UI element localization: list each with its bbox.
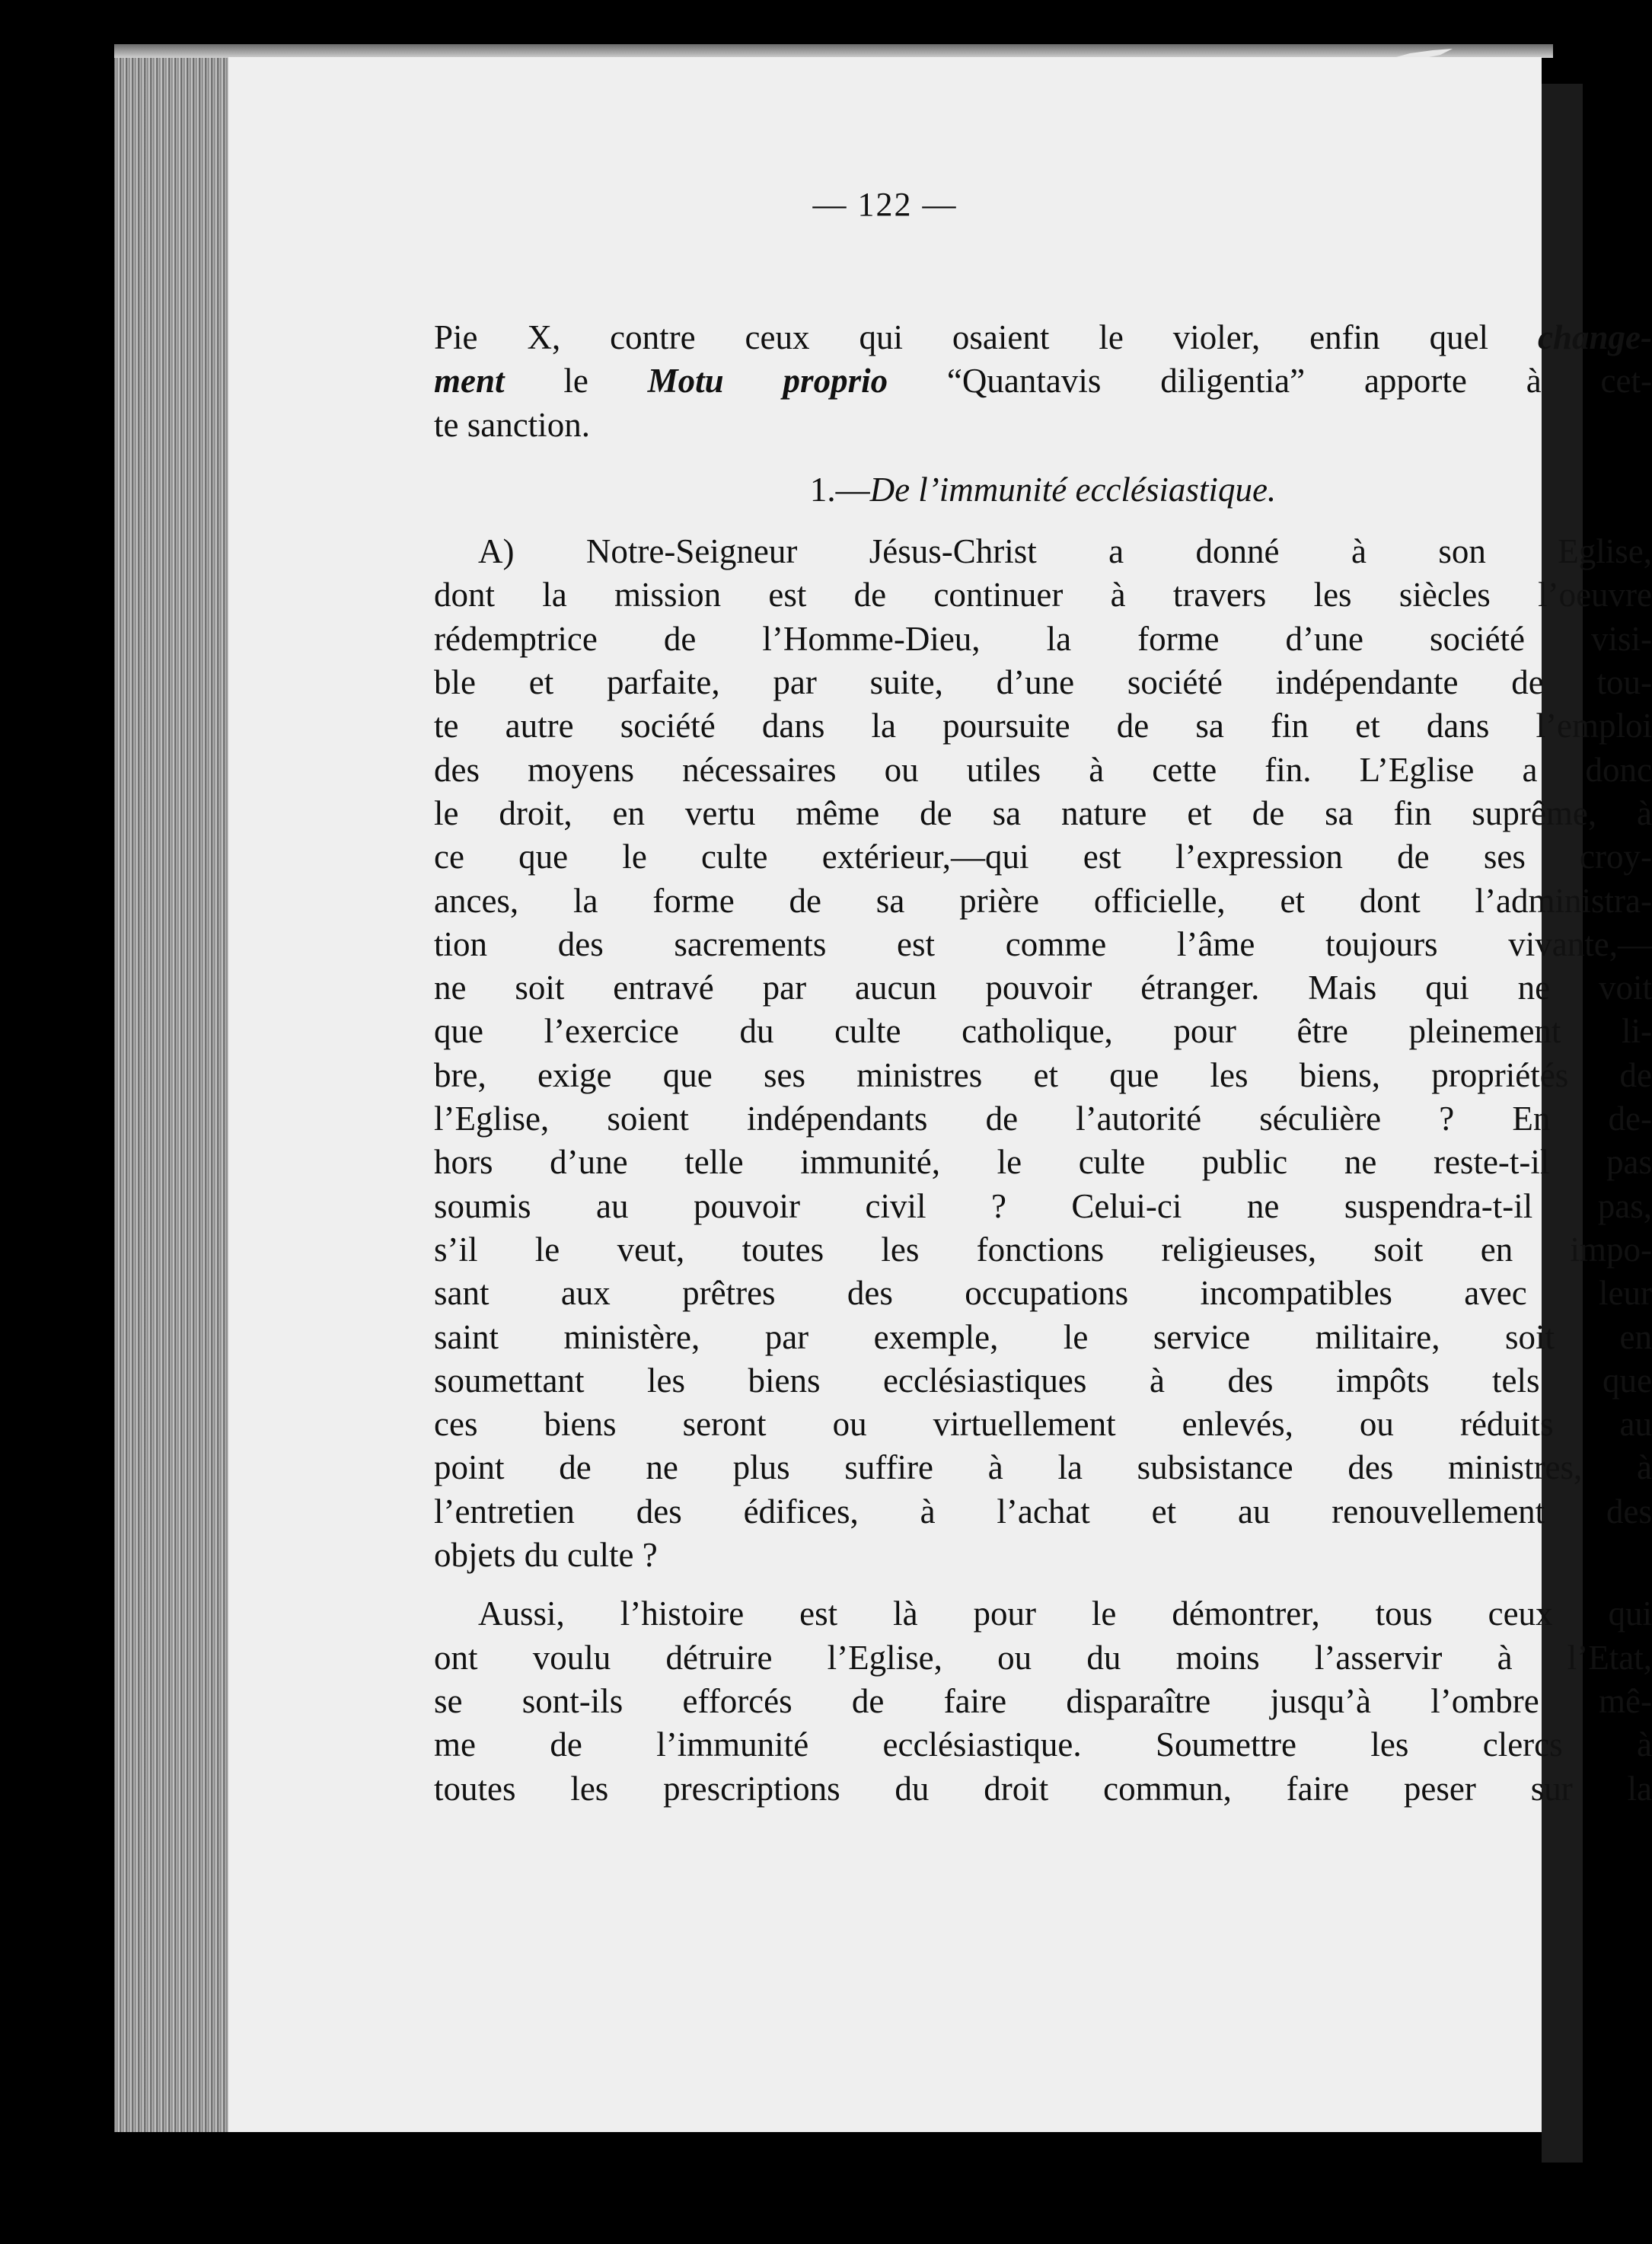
text-line: tion des sacrements est comme l’âme toujours vivante,— — [434, 924, 1652, 963]
text-line: ont voulu détruire l’Eglise, ou du moins l’asservir à l’Etat, — [434, 1638, 1652, 1677]
text-line: s’il le veut, toutes les fonctions religieuses, soit en impo- — [434, 1230, 1652, 1269]
text-line: l’entretien des édifices, à l’achat et au renouvellement des — [434, 1492, 1652, 1531]
text-line: rédemptrice de l’Homme-Dieu, la forme d’une société visi- — [434, 619, 1652, 658]
text-line: Pie X, contre ceux qui osaient le violer, enfin quel change- — [434, 318, 1652, 356]
section-title: De l’immunité ecclésiastique. — [869, 470, 1277, 509]
text-line: des moyens nécessaires ou utiles à cette fin. L’Eglise a donc — [434, 750, 1652, 789]
page-number: — 122 — — [812, 186, 958, 223]
book-top-edge — [114, 44, 1553, 58]
text-line: le droit, en vertu même de sa nature et de sa fin suprême, à — [434, 793, 1652, 832]
text-line: sant aux prêtres des occupations incompatibles avec leur — [434, 1274, 1652, 1313]
text-line: bre, exige que ses ministres et que les biens, propriétés de — [434, 1055, 1652, 1094]
text-line: ble et parfaite, par suite, d’une société indépendante de tou- — [434, 663, 1652, 702]
text-line: soumettant les biens ecclésiastiques à des impôts tels que — [434, 1361, 1652, 1400]
text-line: point de ne plus suffire à la subsistance des ministres, à — [434, 1448, 1652, 1487]
text-line: soumis au pouvoir civil ? Celui-ci ne suspendra-t-il pas, — [434, 1186, 1652, 1225]
text-line: ne soit entravé par aucun pouvoir étranger. Mais qui ne voit — [434, 969, 1652, 1007]
paragraph-a — [434, 530, 1652, 1577]
text-line: ces biens seront ou virtuellement enlevés, ou réduits au — [434, 1405, 1652, 1444]
book-page — [228, 57, 1652, 2132]
text-line: ce que le culte extérieur,—qui est l’expression de ses croy- — [434, 838, 1652, 876]
text-line: te autre société dans la poursuite de sa fin et dans l’emploi — [434, 707, 1652, 745]
book-page-edges — [114, 46, 230, 2132]
text-line: que l’exercice du culte catholique, pour être pleinement li- — [434, 1012, 1652, 1051]
text-line: me de l’immunité ecclésiastique. Soumettre les clercs à — [434, 1725, 1652, 1764]
section-number: 1.— — [809, 470, 870, 509]
text-line: toutes les prescriptions du droit commun, faire peser sur la — [434, 1769, 1652, 1808]
text-line: ment le Motu proprio “Quantavis diligentia” apporte à cet- — [434, 362, 1652, 401]
text-line: Aussi, l’histoire est là pour le démontrer, tous ceux qui — [478, 1594, 1652, 1633]
section-heading — [434, 468, 1652, 512]
text-line: objets du culte ? — [434, 1536, 658, 1575]
text-line: hors d’une telle immunité, le culte public ne reste-t-il pas — [434, 1143, 1652, 1182]
text-line: ances, la forme de sa prière officielle, et dont l’administra- — [434, 881, 1652, 920]
text-line: se sont-ils efforcés de faire disparaître jusqu’à l’ombre mê- — [434, 1681, 1652, 1720]
paragraph-b — [434, 1592, 1652, 1810]
text-line: l’Eglise, soient indépendants de l’autorité séculière ? En de- — [434, 1100, 1652, 1138]
text-line: saint ministère, par exemple, le service militaire, soit en — [434, 1317, 1652, 1356]
text-line: te sanction. — [434, 405, 590, 444]
text-line: A) Notre-Seigneur Jésus-Christ a donné à son Eglise, — [478, 532, 1652, 571]
page-text — [434, 316, 1652, 1811]
text-line: dont la mission est de continuer à travers les siècles l’oeuvre — [434, 576, 1652, 614]
